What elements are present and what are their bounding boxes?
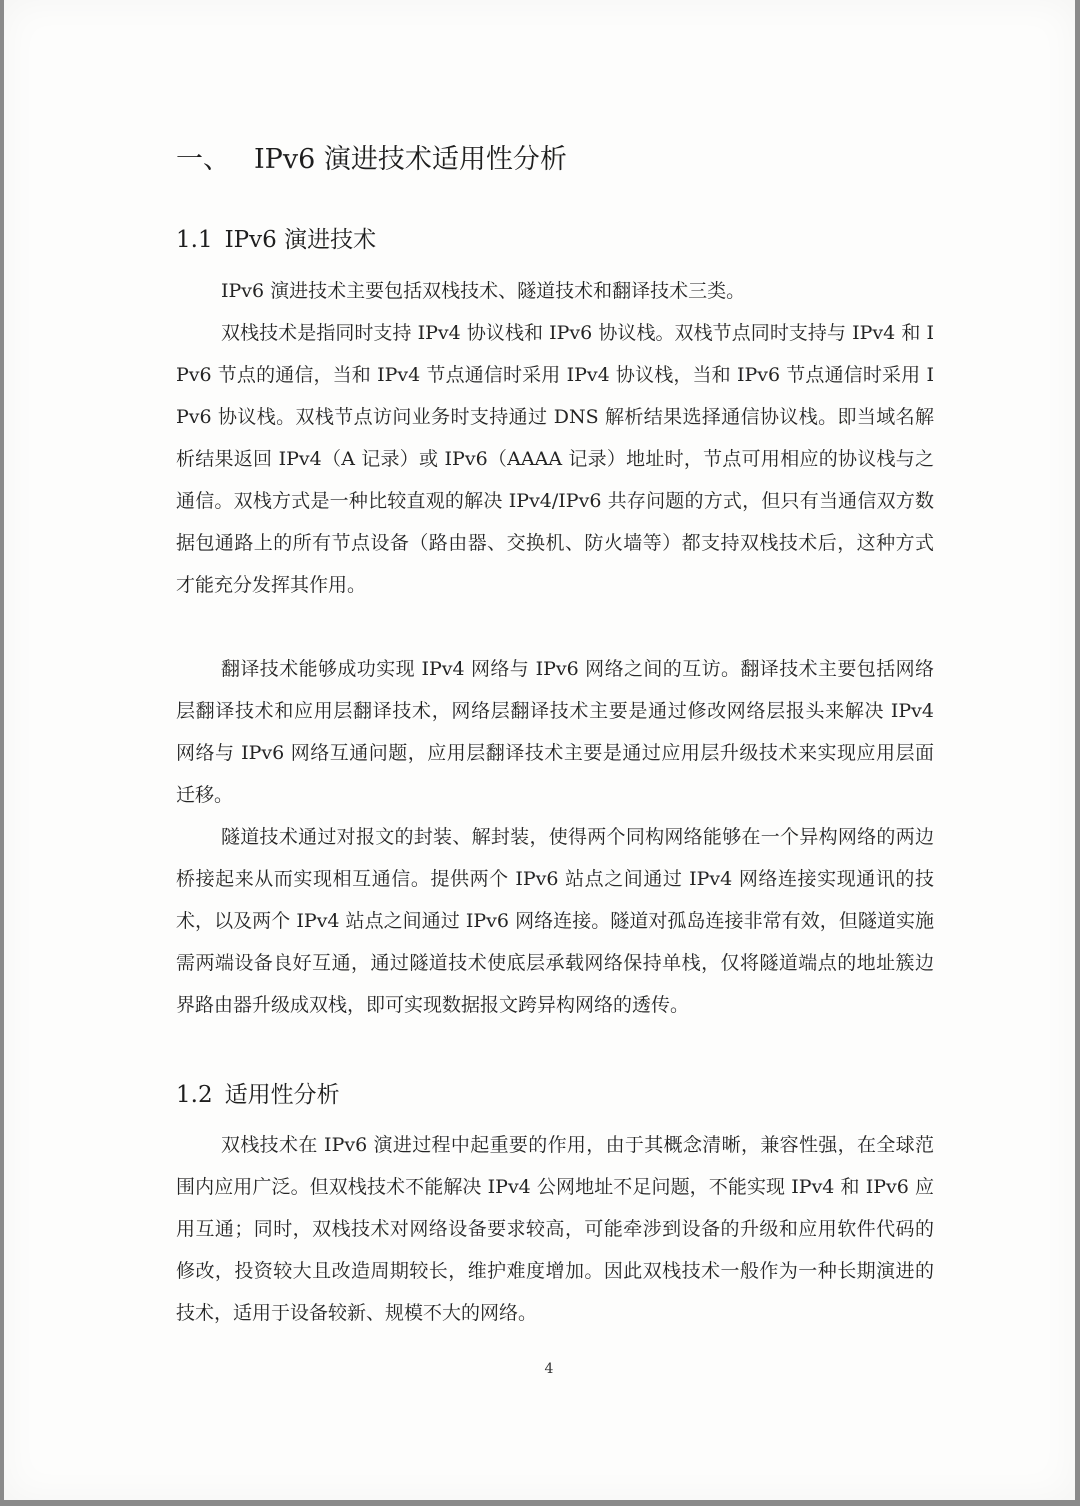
chapter-title: IPv6 演进技术适用性分析 [254,144,567,175]
paragraph-applicability: 双栈技术在 IPv6 演进过程中起重要的作用，由于其概念清晰，兼容性强，在全球范围内应用广泛。但双栈技术不能解决 IPv4 公网地址不足问题，不能实现 IPv4 和 IPv6 应用互通；同时，双栈技术对网络设备要求较高，可能牵涉到设备的升级和应用软件代码的修改，投资较大且改造周期较长，维护难度增加。因此双栈技术一般作为一种长期演进的技术，适用于设备较新、规模不大的网络。 [176,1134,934,1324]
paragraph-translation: 翻译技术能够成功实现 IPv4 网络与 IPv6 网络之间的互访。翻译技术主要包括网络层翻译技术和应用层翻译技术，网络层翻译技术主要是通过修改网络层报头来解决 IPv4 网络与 IPv6 网络互通问题，应用层翻译技术主要是通过应用层升级技术来实现应用层面迁移。 [176,658,934,806]
paragraph-tunnel: 隧道技术通过对报文的封装、解封装，使得两个同构网络能够在一个异构网络的两边桥接起来从而实现相互通信。提供两个 IPv6 站点之间通过 IPv4 网络连接实现通讯的技术，以及两个 IPv4 站点之间通过 IPv6 网络连接。隧道对孤岛连接非常有效，但隧道实施需两端设备良好互通，通过隧道技术使底层承载网络保持单栈，仅将隧道端点的地址簇边界路由器升级成双栈，即可实现数据报文跨异构网络的透传。 [176,826,934,1016]
section-number: 1.2 [176,1082,213,1108]
page-number: 4 [544,1361,554,1377]
paragraph-intro: IPv6 演进技术主要包括双栈技术、隧道技术和翻译技术三类。 [221,280,746,302]
section-heading-1-2 [176,1077,340,1113]
paragraph-dual-stack: 双栈技术是指同时支持 IPv4 协议栈和 IPv6 协议栈。双栈节点同时支持与 IPv4 和 IPv6 节点的通信，当和 IPv4 节点通信时采用 IPv4 协议栈，当和 IPv6 节点通信时采用 IPv6 协议栈。双栈节点访问业务时支持通过 DNS 解析结果选择通信协议栈。即当域名解析结果返回 IPv4（A 记录）或 IPv6（AAAA 记录）地址时，节点可用相应的协议栈与之通信。双栈方式是一种比较直观的解决 IPv4/IPv6 共存问题的方式，但只有当通信双方数据包通路上的所有节点设备（路由器、交换机、防火墙等）都支持双栈技术后，这种方式才能充分发挥其作用。 [176,322,934,596]
chapter-heading [176,138,567,182]
section-title: IPv6 演进技术 [224,227,377,253]
document-page [4,0,1075,1500]
section-heading-1-1 [176,222,376,258]
section-title: 适用性分析 [224,1082,340,1108]
chapter-number: 一、 [176,144,230,175]
section-number: 1.1 [176,227,213,253]
